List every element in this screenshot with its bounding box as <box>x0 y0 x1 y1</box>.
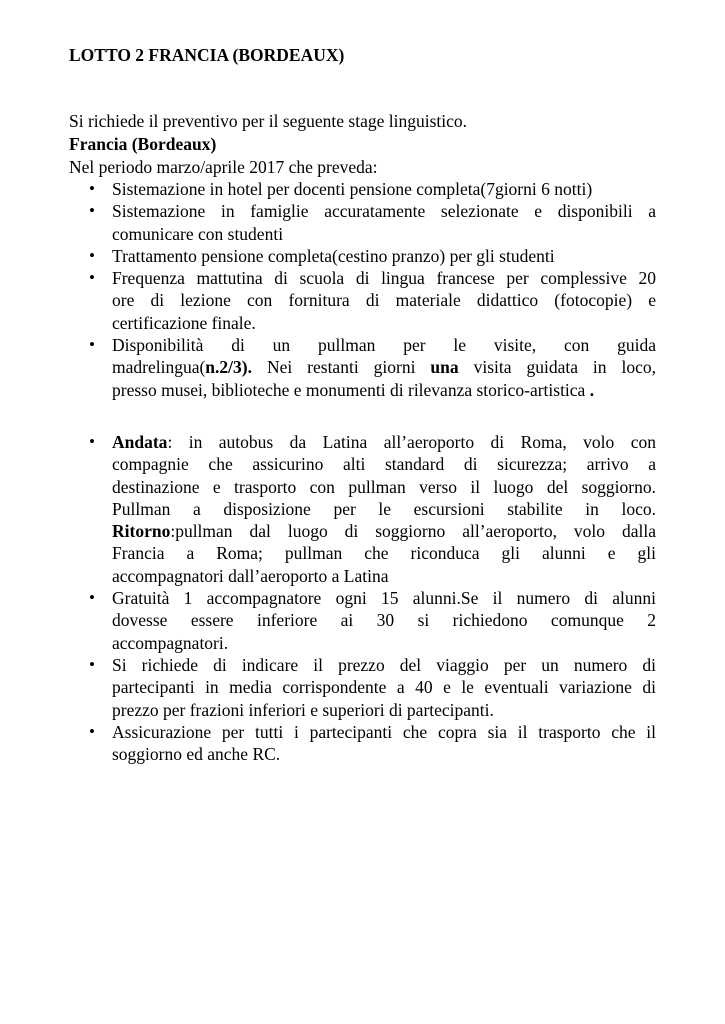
requirements-list <box>0 178 656 401</box>
list-item <box>0 178 656 200</box>
list-item-line: Sistemazione in famiglie accuratamente selezionate e disponibili a <box>112 201 656 222</box>
outbound-label: Andata <box>112 432 168 452</box>
list-item-line: Francia a Roma; pullman che riconduca gli alunni e gli <box>112 543 656 564</box>
list-item-line: compagnie che assicurino alti standard di sicurezza; arrivo a <box>112 454 656 475</box>
list-item <box>0 654 656 721</box>
bullet-icon: • <box>89 432 95 451</box>
bullet-icon: • <box>89 588 95 608</box>
list-item-line <box>112 431 656 453</box>
list-item-line: Disponibilità di un pullman per le visite, con guida <box>112 335 656 356</box>
bullet-icon: • <box>89 654 95 674</box>
list-item-line: prezzo per frazioni inferiori e superiori di partecipanti. <box>112 699 494 720</box>
return-label: Ritorno <box>112 521 171 542</box>
destination-heading: Francia (Bordeaux) <box>69 134 217 154</box>
bullet-icon: • <box>89 179 95 198</box>
text-run: madrelingua( <box>112 357 206 378</box>
list-item-line: Gratuità 1 accompagnatore ogni 15 alunni.Se il numero di alunni <box>112 588 656 609</box>
travel-details-list <box>0 431 656 765</box>
bold-text-run: una <box>430 357 459 378</box>
bullet-icon: • <box>89 335 95 355</box>
bullet-icon: • <box>89 201 95 221</box>
list-item <box>0 587 656 654</box>
list-item-line: accompagnatori. <box>112 632 229 653</box>
list-item <box>0 334 656 401</box>
list-item-line: Assicurazione per tutti i partecipanti che copra sia il trasporto che il <box>112 721 656 742</box>
period-line: Nel periodo marzo/aprile 2017 che preveda: <box>69 157 378 177</box>
bullet-icon: • <box>89 245 95 265</box>
list-item-line: partecipanti in media corrispondente a 40 e le eventuali variazione di <box>112 677 656 698</box>
list-item <box>0 200 656 245</box>
list-item-line: Si richiede di indicare il prezzo del viaggio per un numero di <box>112 654 656 675</box>
list-item-line: dovesse essere inferiore ai 30 si richiedono comunque 2 <box>112 610 656 631</box>
list-item-line: certificazione finale. <box>112 312 256 333</box>
bold-text-run: . <box>589 379 595 400</box>
list-item-line: destinazione e trasporto con pullman verso il luogo del soggiorno. <box>112 476 656 497</box>
intro-request-line: Si richiede il preventivo per il seguente stage linguistico. <box>69 111 468 131</box>
list-item-line: ore di lezione con fornitura di materiale didattico (fotocopie) e <box>112 290 656 311</box>
text-run: Nei restanti giorni <box>251 357 431 378</box>
list-item <box>0 267 656 334</box>
list-item <box>0 721 656 766</box>
list-item-line: Pullman a disposizione per le escursioni stabilite in loco. <box>112 498 656 519</box>
list-item-line: Sistemazione in hotel per docenti pensione completa(7giorni 6 notti) <box>112 179 593 199</box>
bullet-icon: • <box>89 721 95 741</box>
document-title: LOTTO 2 FRANCIA (BORDEAUX) <box>69 45 345 65</box>
list-item-line: Frequenza mattutina di scuola di lingua francese per complessive 20 <box>112 268 656 289</box>
list-item-line: accompagnatori dall’aeroporto a Latina <box>112 565 389 586</box>
text-run: : in autobus da Latina all’aeroporto di Roma, volo con <box>167 432 656 452</box>
text-run: visita guidata in loco, <box>458 357 656 378</box>
list-item <box>0 245 656 267</box>
intro-block <box>69 110 467 179</box>
text-run: presso musei, biblioteche e monumenti di rilevanza storico-artistica <box>112 379 590 400</box>
list-item-line <box>112 356 656 378</box>
list-item-line: Trattamento pensione completa(cestino pranzo) per gli studenti <box>112 245 555 266</box>
list-item <box>0 431 656 587</box>
bullet-icon: • <box>89 268 95 288</box>
list-item-line: soggiorno ed anche RC. <box>112 744 281 765</box>
bold-text-run: n.2/3). <box>205 357 252 378</box>
list-item-line <box>112 520 656 542</box>
list-item-line: comunicare con studenti <box>112 223 284 244</box>
text-run: :pullman dal luogo di soggiorno all’aeroporto, volo dalla <box>170 521 656 542</box>
list-item-line <box>112 379 656 401</box>
